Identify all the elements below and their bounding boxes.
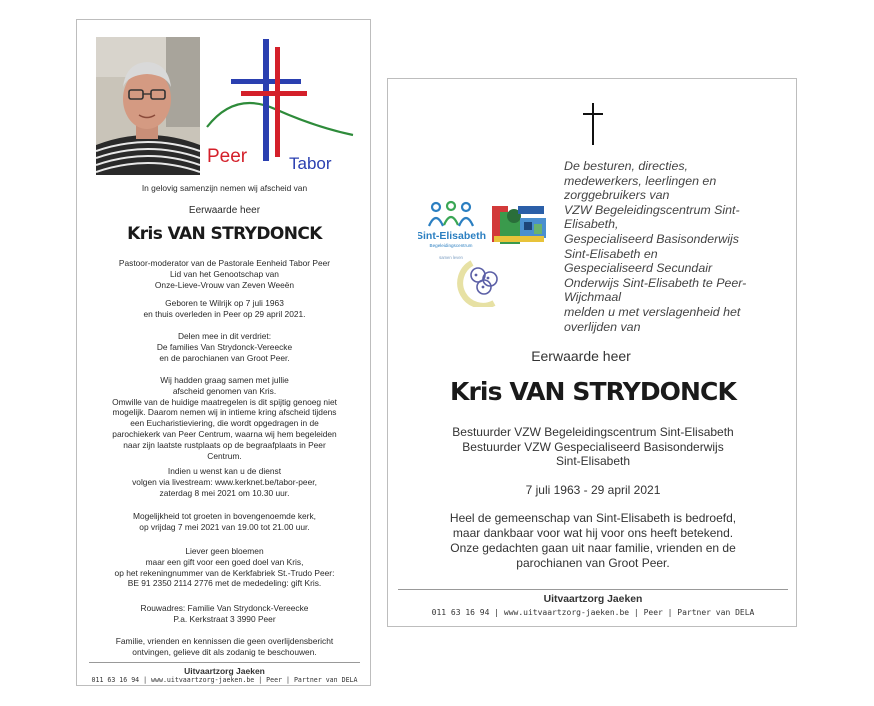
birth-death-block xyxy=(83,298,366,320)
text-line: een Eucharistieviering, die wordt opgedragen in de xyxy=(130,418,319,429)
honorific-title: Eerwaarde heer xyxy=(531,348,631,364)
text-line: BE 91 2350 2114 2776 met de mededeling: gift Kris. xyxy=(127,578,322,589)
footer-divider xyxy=(89,662,360,663)
latin-cross-icon xyxy=(580,103,606,145)
roles-block xyxy=(388,425,798,469)
text-line: parochianen van Groot Peer. xyxy=(516,556,670,570)
mourning-address-block xyxy=(83,603,366,625)
text-line: Sint-Elisabeth en xyxy=(564,246,658,261)
text-line: medewerkers, leerlingen en xyxy=(564,173,717,188)
tabor-peer-logo xyxy=(205,39,355,175)
text-line: Onze gedachten gaan uit naar familie, vrienden en de xyxy=(450,541,736,555)
text-line: Heel de gemeenschap van Sint-Elisabeth is bedroefd, xyxy=(449,511,737,525)
text-line: zaterdag 8 mei 2021 om 10.30 uur. xyxy=(159,487,290,498)
text-line: P.a. Kerkstraat 3 3990 Peer xyxy=(173,613,276,624)
logo-subtitle: Begeleidingscentrum xyxy=(429,243,473,248)
text-line: en thuis overleden in Peer op 29 april 2021. xyxy=(143,308,306,319)
deceased-name: Kris VAN STRYDONCK xyxy=(127,224,322,244)
visitation-block xyxy=(83,511,366,533)
text-line: op het rekeningnummer van de Kerkfabriek St.-Trudo Peer: xyxy=(114,567,335,578)
logo-name: Sint-Elisabeth xyxy=(418,230,487,242)
text-line: Omwille van de huidige maatregelen is dit spijtig genoeg niet xyxy=(112,396,337,407)
text-line: Elisabeth, xyxy=(564,217,619,232)
text-line: VZW Begeleidingscentrum Sint- xyxy=(564,202,740,217)
text-line: ontvingen, gelieve dit als zodanig te beschouwen. xyxy=(132,646,317,657)
text-line: maar een gift voor een goed doel van Kris, xyxy=(145,556,304,567)
logo-tagline: samen leven xyxy=(439,255,463,260)
text-line: Gespecialiseerd Secundair xyxy=(564,261,713,276)
deceased-name: Kris VAN STRYDONCK xyxy=(450,377,736,406)
text-line: Onze-Lieve-Vrouw van Zeven Weeën xyxy=(154,279,295,290)
funeral-home-name: Uitvaartzorg Jaeken xyxy=(543,594,643,605)
text-line: maar dankbaar voor wat hij voor ons heeft betekend. xyxy=(452,526,734,540)
text-line: Gespecialiseerd Basisonderwijs xyxy=(564,231,739,246)
text-line: naar zijn laatste rustplaats op de begraafplaats in Peer xyxy=(123,439,326,450)
text-line: Liever geen bloemen xyxy=(185,546,264,556)
portrait-photo xyxy=(96,37,200,175)
text-line: Mogelijkheid tot groeten in bovengenoemde kerk, xyxy=(133,511,316,521)
roles-block xyxy=(83,258,366,290)
intro-line: In gelovig samenzijn nemen wij afscheid van xyxy=(141,183,308,193)
text-line: De families Van Strydonck-Vereecke xyxy=(156,341,293,352)
text-line: Geboren te Wilrijk op 7 juli 1963 xyxy=(165,298,284,308)
text-line: op vrijdag 7 mei 2021 van 19.00 tot 21.00 uur. xyxy=(139,521,310,532)
funeral-home-name: Uitvaartzorg Jaeken xyxy=(184,666,265,676)
institutions-announcement xyxy=(564,159,794,334)
sint-elisabeth-logo xyxy=(418,200,488,262)
text-line: Wij hadden graag samen met jullie xyxy=(160,375,289,385)
mourners-block xyxy=(83,331,366,363)
text-line: overlijden van xyxy=(564,319,641,334)
text-line: melden u met verslagenheid het xyxy=(564,304,741,319)
text-line: afscheid genomen van Kris. xyxy=(172,385,277,396)
funeral-home-contact: 011 63 16 94 | www.uitvaartzorg-jaeken.be | Peer | Partner van DELA xyxy=(431,608,755,617)
basisonderwijs-logo xyxy=(490,202,548,248)
logo-word-tabor: Tabor xyxy=(289,154,332,173)
text-line: parochiekerk van Peer Centrum, waarna wij hem begeleiden xyxy=(112,428,337,439)
text-line: Bestuurder VZW Gespecialiseerd Basisonderwijs xyxy=(462,439,724,454)
gift-block xyxy=(83,546,366,589)
community-message xyxy=(388,511,798,571)
secundair-onderwijs-logo xyxy=(454,257,516,307)
livestream-block xyxy=(83,466,366,498)
text-line: Bestuurder VZW Begeleidingscentrum Sint-Elisabeth xyxy=(452,425,734,439)
text-line: Centrum. xyxy=(207,450,242,461)
honorific-title: Eerwaarde heer xyxy=(188,205,261,216)
text-line: Onderwijs Sint-Elisabeth te Peer- xyxy=(564,275,747,290)
farewell-block xyxy=(83,375,366,461)
text-line: Delen mee in dit verdriet: xyxy=(177,331,272,341)
life-dates: 7 juli 1963 - 29 april 2021 xyxy=(525,483,661,497)
text-line: Wijchmaal xyxy=(564,290,622,305)
text-line: zorggebruikers van xyxy=(564,188,670,203)
text-line: Familie, vrienden en kennissen die geen overlijdensbericht xyxy=(115,636,334,646)
left-obituary-card xyxy=(76,19,371,686)
right-obituary-card xyxy=(387,78,797,627)
closing-note-block xyxy=(83,636,366,658)
text-line: en de parochianen van Groot Peer. xyxy=(159,352,290,363)
text-line: De besturen, directies, xyxy=(564,159,688,173)
text-line: Indien u wenst kan u de dienst xyxy=(167,466,282,476)
footer-divider xyxy=(398,589,788,590)
text-line: volgen via livestream: www.kerknet.be/tabor-peer, xyxy=(132,476,317,487)
text-line: Rouwadres: Familie Van Strydonck-Vereecke xyxy=(140,603,309,613)
logo-word-peer: Peer xyxy=(207,146,248,167)
text-line: Pastoor-moderator van de Pastorale Eenheid Tabor Peer xyxy=(118,258,331,268)
funeral-home-contact: 011 63 16 94 | www.uitvaartzorg-jaeken.be | Peer | Partner van DELA xyxy=(91,676,358,684)
text-line: Lid van het Genootschap van xyxy=(170,268,279,279)
text-line: mogelijk. Daarom nemen wij in intieme kring afscheid tijdens xyxy=(112,407,337,418)
text-line: Sint-Elisabeth xyxy=(555,454,631,469)
